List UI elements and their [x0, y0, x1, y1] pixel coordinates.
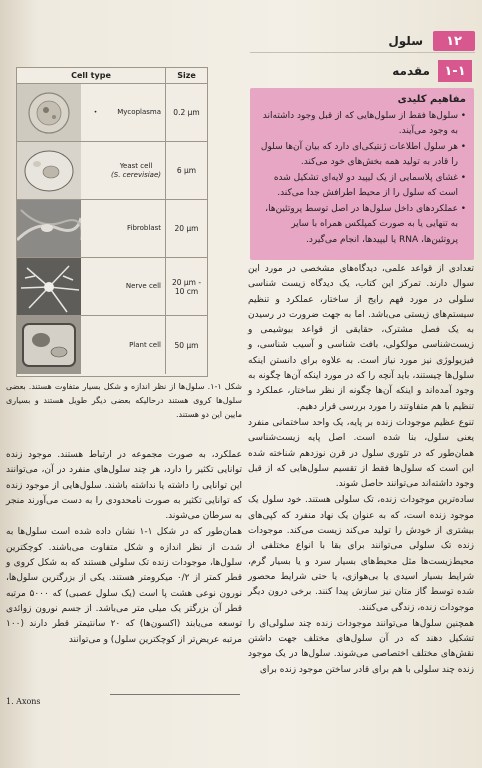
fibroblast-size: 20 μm	[165, 200, 207, 257]
paragraph: همان‌طور که در شکل ۱-۱ نشان داده شده است سلول‌ها به شدت از نظر اندازه و شکل متفاوت می‌باشند. کوچکترین سلول‌ها، موجودات زنده تک سلولی هستند که به شکل کروی و قطر کمتر از ۰/۲ میکرومتر هستند. یکی از بزرگترین سلول‌ها، نورون نوعی هشت پا است (یک سلول عصبی) که ۵۰۰۰ مرتبه قطر آن بزرگتر یک میلی متر می‌باشد. از جسم نورون زوائدی توسعه می‌یابند (اکسون‌ها) که ۲۰ سانتیمتر قطر دارند (۱۰۰ مرتبه عریض‌تر از کوچکترین سلول) و می‌توانند	[6, 527, 242, 645]
nerve-cell-size: 20 μm - 10 cm	[165, 258, 207, 315]
nerve-cell-label: Nerve cell	[125, 282, 161, 290]
right-text-column	[248, 262, 474, 679]
left-text-column	[6, 448, 242, 649]
header-divider	[250, 52, 475, 53]
paragraph: عملکرد، به صورت مجموعه در ارتباط هستند. موجود زنده توانایی تکثیر را دارد، هر چند سلول‌های منفرد در آن، می‌توانند این توانایی را داشته یا نداشته باشند. سلول‌هایی از موجود زنده که توانایی تکثیر به صورت نامحدودی را به دست می‌آورند منجر به سرطان می‌شوند.	[6, 450, 242, 522]
figure-row-nerve	[17, 258, 207, 316]
footnote-divider	[110, 694, 240, 695]
key-concept-item: • هر سلول اطلاعات ژنتیکی‌ای دارد که بیان آن‌ها سلول را قادر به تولید همه بخش‌های خود می‌کند.	[258, 140, 466, 171]
mycoplasma-image	[17, 84, 81, 141]
fibroblast-image	[17, 200, 81, 257]
section-title: مقدمه	[392, 64, 430, 78]
figure-row-yeast	[17, 142, 207, 200]
plant-cell-size: 50 μm	[165, 316, 207, 374]
key-concept-item: • عملکردهای داخل سلول‌ها در اصل توسط پروتئین‌ها، به تنهایی یا به صورت کمپلکس همراه با سایر پروتئین‌ها، RNA یا لیپیدها، انجام می‌گیرد.	[258, 202, 466, 249]
figure-header	[17, 68, 207, 84]
figure-row-mycoplasma	[17, 84, 207, 142]
figure-row-plant	[17, 316, 207, 374]
fibroblast-label: Fibroblast	[127, 224, 161, 232]
cell-types-figure	[16, 67, 208, 377]
paragraph: تعدادی از قواعد علمی، دیدگاه‌های مشخصی در مورد این سوال دارند. تمرکز این کتاب، یک دیدگاه زیست شناسی سلولی در مورد فهم رایج از ساختار، عملکرد و تنظیم سیستم‌های زیستی می‌باشد. اما به جهت ضرورت در رسیدن به یک فصل مشترک، حقایقی از قواعد بیوشیمی و زیست‌شناسی مولکولی، بافت شناسی و آسیب شناسی، و فیزیولوژی نیز مورد نیاز است. به علاوه برای دانستن اینکه سلول‌ها چیستند، باید آنچه را که در مورد اینکه آن‌ها چگونه به وجود آمده‌اند و اینکه آن‌ها چگونه از نظر ساختار، عملکرد و تنظیم با هم متفاوتند را مورد بررسی قرار دهیم.	[248, 264, 474, 412]
key-concepts-box	[250, 88, 474, 260]
paragraph: تنوع عظیم موجودات زنده بر پایه، یک واحد ساختمانی منفرد یعنی سلول، بنا شده است. اصل پایه زیست‌شناسی همان‌طور که در تئوری سلول در قرن نوزدهم شناخته شده این است که سلول‌ها فقط از تقسیم سلول‌هایی که از قبل وجود داشته‌اند می‌توانند حاصل شوند.	[248, 417, 474, 490]
key-concepts-title: مفاهیم کلیدی	[397, 94, 466, 105]
nerve-cell-image	[17, 258, 81, 315]
chapter-header	[330, 30, 475, 52]
yeast-image	[17, 142, 81, 199]
key-concepts-list	[258, 109, 466, 249]
yeast-size: 6 μm	[165, 142, 207, 199]
yeast-label: Yeast cell (S. cerevisiae)	[111, 161, 161, 179]
section-number: ۱-۱	[438, 60, 472, 82]
chapter-number: ۱۲	[433, 31, 475, 51]
paragraph: ساده‌ترین موجودات زنده، تک سلولی هستند. خود سلول یک موجود زنده است، که به عنوان یک نهاد منفرد که کپی‌های بیشتری از خودش را تولید می‌کند زیست می‌کند. موجودات زنده تک سلولی می‌توانند برای بقا با انواع مختلفی از محیط‌زیست‌ها مثل محیط‌های بسیار سرد و یا بسیار گرم، شرایط بسیار اسیدی یا بی‌هوازی، یا حتی شرایط محصور شده توسط گاز متان نیز سازش پیدا کنند. برخی درون دیگر موجودات زنده، زندگی می‌کنند.	[248, 495, 474, 613]
figure-row-fibroblast	[17, 200, 207, 258]
key-concept-item: • سلول‌ها فقط از سلول‌هایی که از قبل وجود داشته‌اند به وجود می‌آیند.	[258, 109, 466, 140]
plant-cell-label: Plant cell	[129, 340, 161, 349]
key-concept-item: • غشای پلاسمایی از یک لیپید دو لایه‌ای تشکیل شده است که سلول را از محیط اطرافش جدا می‌کند.	[258, 171, 466, 202]
size-header: Size	[165, 68, 207, 83]
paragraph: همچنین سلول‌ها می‌توانند موجودات زنده چند سلولی‌ای را تشکیل دهند که در آن سلول‌های مختلف جهت داشتن نقش‌های مختلف اختصاصی می‌شوند. سلول‌ها در یک موجود زنده چند سلولی با هم برای قادر ساختن موجود زنده برای	[248, 618, 474, 675]
cell-type-header: Cell type	[71, 71, 111, 80]
footnote: 1. Axons	[6, 697, 41, 706]
figure-caption: شکل ۱-۱. سلول‌ها از نظر اندازه و شکل بسیار متفاوت هستند. بعضی سلول‌ها کروی هستند درحالیکه بعضی دیگر طویل هستند و بسیاری مایین این دو هستند.	[6, 382, 242, 419]
mycoplasma-label: • Mycoplasma	[93, 108, 161, 116]
section-heading	[360, 60, 472, 82]
chapter-title: سلول	[388, 34, 423, 48]
mycoplasma-size: 0.2 μm	[165, 84, 207, 141]
plant-cell-image	[17, 316, 81, 374]
